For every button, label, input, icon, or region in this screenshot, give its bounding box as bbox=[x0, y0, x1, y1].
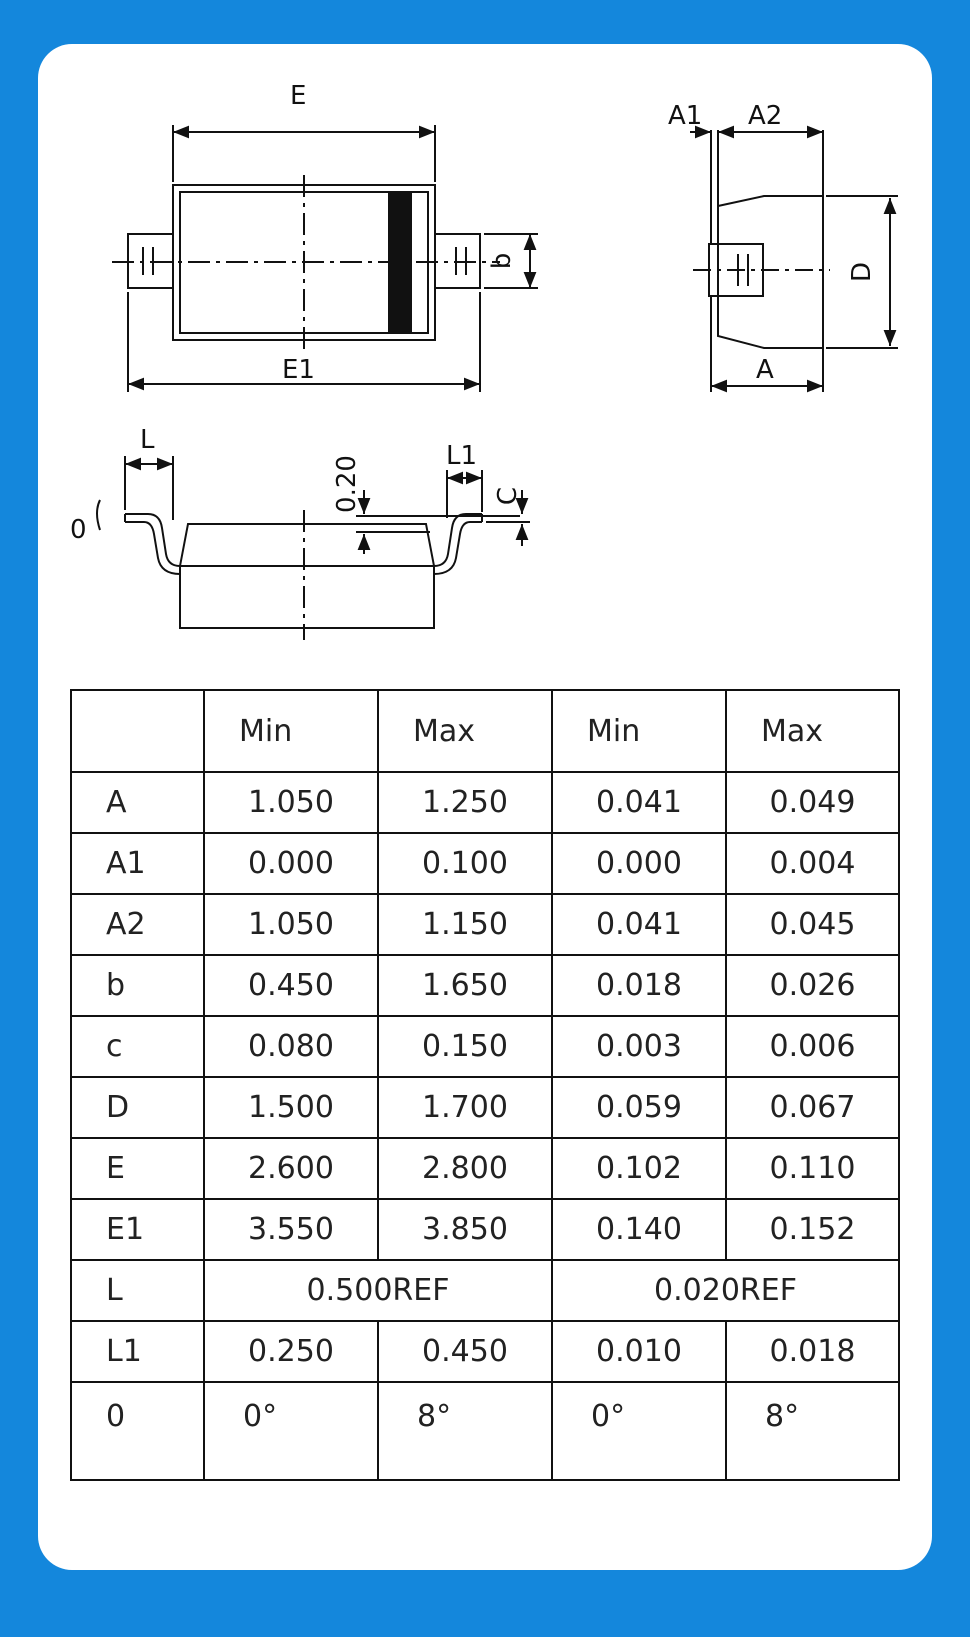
row-label: b bbox=[71, 955, 204, 1016]
cell-value: 0.010 bbox=[552, 1321, 726, 1382]
cell-value: 0.045 bbox=[726, 894, 899, 955]
cell-value: 8° bbox=[726, 1382, 899, 1480]
table-row bbox=[71, 772, 899, 833]
table-row bbox=[71, 894, 899, 955]
row-label: D bbox=[71, 1077, 204, 1138]
label-A: A bbox=[756, 355, 774, 385]
cell-value: 1.250 bbox=[378, 772, 552, 833]
label-E1: E1 bbox=[282, 355, 315, 385]
table-row-angle bbox=[71, 1382, 899, 1480]
cell-value: 0.152 bbox=[726, 1199, 899, 1260]
cell-value: 0.150 bbox=[378, 1016, 552, 1077]
cell-value: 0.450 bbox=[378, 1321, 552, 1382]
cell-value: 0.000 bbox=[204, 833, 378, 894]
label-theta: 0 bbox=[70, 515, 87, 545]
cell-value: 0.026 bbox=[726, 955, 899, 1016]
label-D: D bbox=[847, 261, 877, 283]
row-label: L1 bbox=[71, 1321, 204, 1382]
row-label: A bbox=[71, 772, 204, 833]
header-cell bbox=[71, 690, 204, 772]
cell-value-inch-ref: 0.020REF bbox=[552, 1260, 899, 1321]
top-view bbox=[112, 125, 538, 392]
label-C: C bbox=[493, 486, 523, 506]
cell-value: 1.500 bbox=[204, 1077, 378, 1138]
cell-value: 0.080 bbox=[204, 1016, 378, 1077]
cell-value: 3.850 bbox=[378, 1199, 552, 1260]
table-row-ref bbox=[71, 1260, 899, 1321]
table-row bbox=[71, 1077, 899, 1138]
cell-value: 1.050 bbox=[204, 772, 378, 833]
cell-value: 0.110 bbox=[726, 1138, 899, 1199]
cell-value: 0.004 bbox=[726, 833, 899, 894]
label-L1: L1 bbox=[446, 441, 478, 471]
header-cell: Min bbox=[552, 690, 726, 772]
row-label: E1 bbox=[71, 1199, 204, 1260]
package-outline-drawing bbox=[0, 0, 970, 680]
table-row bbox=[71, 1199, 899, 1260]
cell-value: 0.041 bbox=[552, 894, 726, 955]
dimensions-table bbox=[70, 689, 900, 1481]
row-label: 0 bbox=[71, 1382, 204, 1480]
row-label: L bbox=[71, 1260, 204, 1321]
table-row bbox=[71, 1016, 899, 1077]
dimension-labels bbox=[70, 81, 877, 545]
table-header-row bbox=[71, 690, 899, 772]
cell-value: 1.150 bbox=[378, 894, 552, 955]
cell-value: 2.800 bbox=[378, 1138, 552, 1199]
cell-value: 0.067 bbox=[726, 1077, 899, 1138]
cell-value: 0.018 bbox=[552, 955, 726, 1016]
table-row bbox=[71, 1138, 899, 1199]
cell-value: 0.000 bbox=[552, 833, 726, 894]
cell-value: 0.140 bbox=[552, 1199, 726, 1260]
cell-value: 3.550 bbox=[204, 1199, 378, 1260]
row-label: c bbox=[71, 1016, 204, 1077]
cell-value: 0.100 bbox=[378, 833, 552, 894]
header-cell: Min bbox=[204, 690, 378, 772]
label-gap-020: 0.20 bbox=[332, 455, 362, 513]
label-A1: A1 bbox=[668, 101, 703, 131]
row-label: A2 bbox=[71, 894, 204, 955]
label-b: b bbox=[487, 252, 517, 270]
table-row bbox=[71, 1321, 899, 1382]
cell-value: 0.003 bbox=[552, 1016, 726, 1077]
front-view bbox=[97, 456, 530, 640]
cell-value: 0.250 bbox=[204, 1321, 378, 1382]
side-view bbox=[690, 130, 898, 392]
cell-value: 1.650 bbox=[378, 955, 552, 1016]
label-A2: A2 bbox=[748, 101, 783, 131]
cell-value: 0.450 bbox=[204, 955, 378, 1016]
label-E: E bbox=[290, 81, 307, 111]
cell-value: 0.006 bbox=[726, 1016, 899, 1077]
cell-value: 2.600 bbox=[204, 1138, 378, 1199]
cell-value: 1.050 bbox=[204, 894, 378, 955]
header-cell: Max bbox=[378, 690, 552, 772]
cell-value: 0.041 bbox=[552, 772, 726, 833]
table-row bbox=[71, 955, 899, 1016]
cell-value: 0.059 bbox=[552, 1077, 726, 1138]
cell-value: 8° bbox=[378, 1382, 552, 1480]
row-label: E bbox=[71, 1138, 204, 1199]
cell-value: 0.018 bbox=[726, 1321, 899, 1382]
cell-value-mm-ref: 0.500REF bbox=[204, 1260, 552, 1321]
cell-value: 0.049 bbox=[726, 772, 899, 833]
cell-value: 1.700 bbox=[378, 1077, 552, 1138]
row-label: A1 bbox=[71, 833, 204, 894]
cell-value: 0° bbox=[552, 1382, 726, 1480]
table-row bbox=[71, 833, 899, 894]
cell-value: 0.102 bbox=[552, 1138, 726, 1199]
header-cell: Max bbox=[726, 690, 899, 772]
label-L: L bbox=[140, 425, 155, 455]
cell-value: 0° bbox=[204, 1382, 378, 1480]
